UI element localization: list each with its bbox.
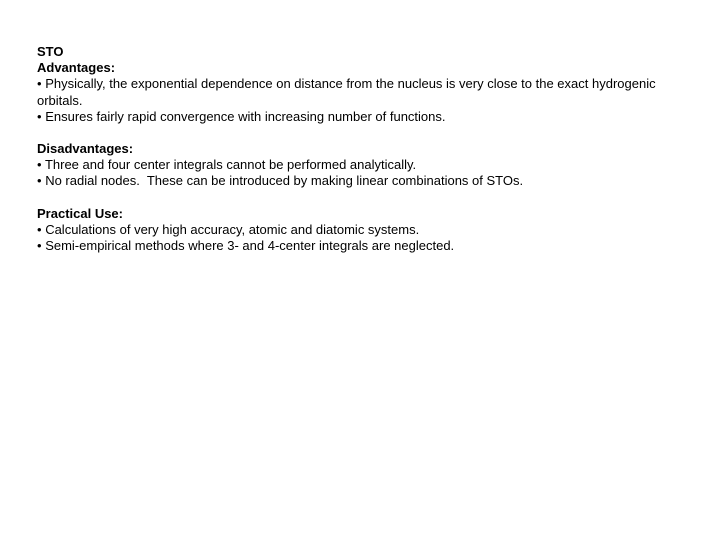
section-advantages [37, 60, 660, 125]
section-practical-use [37, 206, 657, 255]
section-disadvantages [37, 141, 657, 190]
bullet-text: Three and four center integrals cannot be performed analytically. [44, 157, 417, 173]
bullet-list-practical-use [37, 222, 657, 254]
list-item [37, 173, 657, 189]
bullet-list-advantages [37, 76, 660, 125]
list-item [37, 222, 657, 238]
bullet-icon: • [37, 108, 42, 124]
bullet-icon: • [37, 173, 42, 189]
bullet-icon: • [37, 76, 42, 92]
bullet-text: Physically, the exponential dependence on distance from the nucleus is very close to the exact hydrogenic orbitals. [37, 76, 660, 108]
bullet-text: Calculations of very high accuracy, atomic and diatomic systems. [45, 221, 420, 237]
bullet-icon: • [37, 157, 42, 173]
bullet-text: Semi-empirical methods where 3- and 4-center integrals are neglected. [45, 238, 455, 254]
slide-title: STO [37, 44, 64, 59]
bullet-list-disadvantages [37, 157, 657, 189]
section-heading-disadvantages: Disadvantages: [37, 141, 134, 157]
slide-content [37, 44, 660, 254]
list-item [37, 238, 657, 254]
bullet-text: No radial nodes. These can be introduced by making linear combinations of STOs. [45, 173, 524, 189]
section-heading-advantages: Advantages: [37, 60, 116, 76]
section-heading-practical-use: Practical Use: [37, 205, 123, 221]
list-item [37, 109, 657, 125]
bullet-icon: • [37, 221, 42, 237]
list-item [37, 76, 660, 108]
bullet-text: Ensures fairly rapid convergence with increasing number of functions. [45, 108, 446, 124]
bullet-icon: • [37, 238, 42, 254]
list-item [37, 157, 657, 173]
